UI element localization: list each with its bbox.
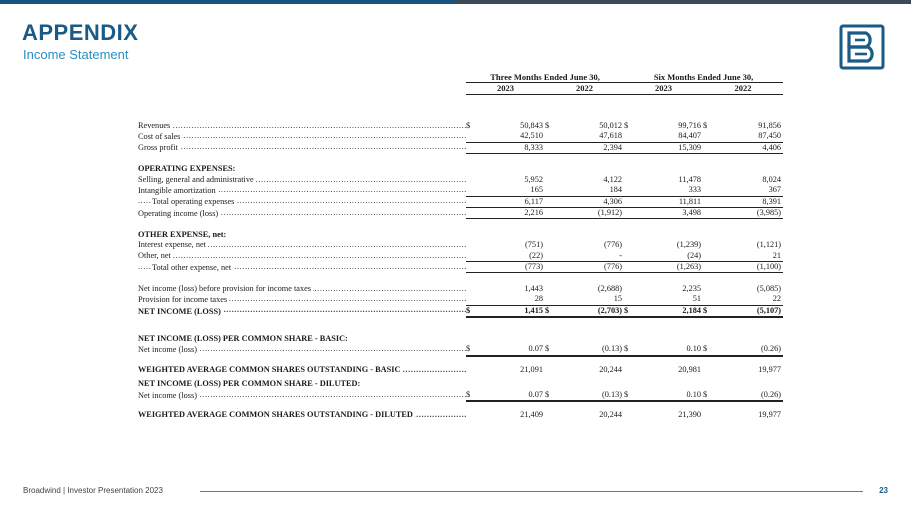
six-months-header: Six Months Ended June 30, (624, 72, 783, 83)
year-header-row (138, 83, 783, 94)
table-row: WEIGHTED AVERAGE COMMON SHARES OUTSTANDING - DILUTED ..... 21,409 20,244 21,390 19,977 (138, 410, 783, 420)
table-row: Net income (loss) before provision for income taxes ..... 1,443 (2,688) 2,235 (5,085) (138, 284, 783, 294)
page-subtitle: Income Statement (23, 47, 129, 62)
year-header: 2022 (703, 83, 783, 94)
section-title-row: NET INCOME (LOSS) PER COMMON SHARE - DILUTED: (138, 379, 361, 389)
page-number: 23 (879, 486, 888, 495)
table-row: Revenues ..... $ 50,843 $ 50,012 $ 99,716 $ 91,856 (138, 121, 783, 131)
year-header: 2023 (624, 83, 703, 94)
net-income-row: NET INCOME (LOSS) ..... $ 1,415 $ (2,703) $ 2,184 $ (5,107) (138, 305, 783, 317)
section-title-row: NET INCOME (LOSS) PER COMMON SHARE - BASIC: (138, 334, 348, 344)
table-row: Total other expense, net ..... (773) (776) (1,263) (1,100) (138, 262, 783, 273)
broadwind-logo-icon (839, 24, 885, 70)
table-row: Intangible amortization ..... 165 184 333 367 (138, 185, 783, 196)
table-row: Other, net ..... (22) - (24) 21 (138, 251, 783, 262)
table-row: Provision for income taxes ..... 28 15 51 22 (138, 294, 783, 305)
year-header: 2023 (466, 83, 545, 94)
footer-divider (200, 491, 863, 492)
table-row: Net income (loss) ..... $ 0.07 $ (0.13) $ 0.10 $ (0.26) (138, 390, 783, 401)
table-row: Selling, general and administrative ..... 5,952 4,122 11,478 8,024 (138, 175, 783, 185)
three-months-header: Three Months Ended June 30, (466, 72, 624, 83)
income-statement (138, 72, 783, 421)
page-title: APPENDIX (22, 20, 139, 45)
table-row: Total operating expenses ..... 6,117 4,306 11,811 8,391 (138, 196, 783, 207)
table-row: WEIGHTED AVERAGE COMMON SHARES OUTSTANDING - BASIC ..... 21,091 20,244 20,981 19,977 (138, 365, 783, 375)
table-row: Net income (loss) ..... $ 0.07 $ (0.13) $ 0.10 $ (0.26) (138, 344, 783, 355)
table-row: Operating income (loss) ..... 2,216 (1,912) 3,498 (3,985) (138, 208, 783, 219)
top-accent-bar (0, 0, 911, 4)
table-row: Cost of sales ..... 42,510 47,618 84,407 87,450 (138, 131, 783, 142)
group-header-row (138, 72, 783, 83)
table-row: Gross profit ..... 8,333 2,394 15,309 4,406 (138, 142, 783, 153)
year-header: 2022 (545, 83, 624, 94)
footer-text: Broadwind | Investor Presentation 2023 (23, 486, 163, 495)
section-title-row: OPERATING EXPENSES: (138, 164, 236, 174)
section-title-row: OTHER EXPENSE, net: (138, 229, 227, 239)
table-row: Interest expense, net ..... (751) (776) (1,239) (1,121) (138, 240, 783, 250)
